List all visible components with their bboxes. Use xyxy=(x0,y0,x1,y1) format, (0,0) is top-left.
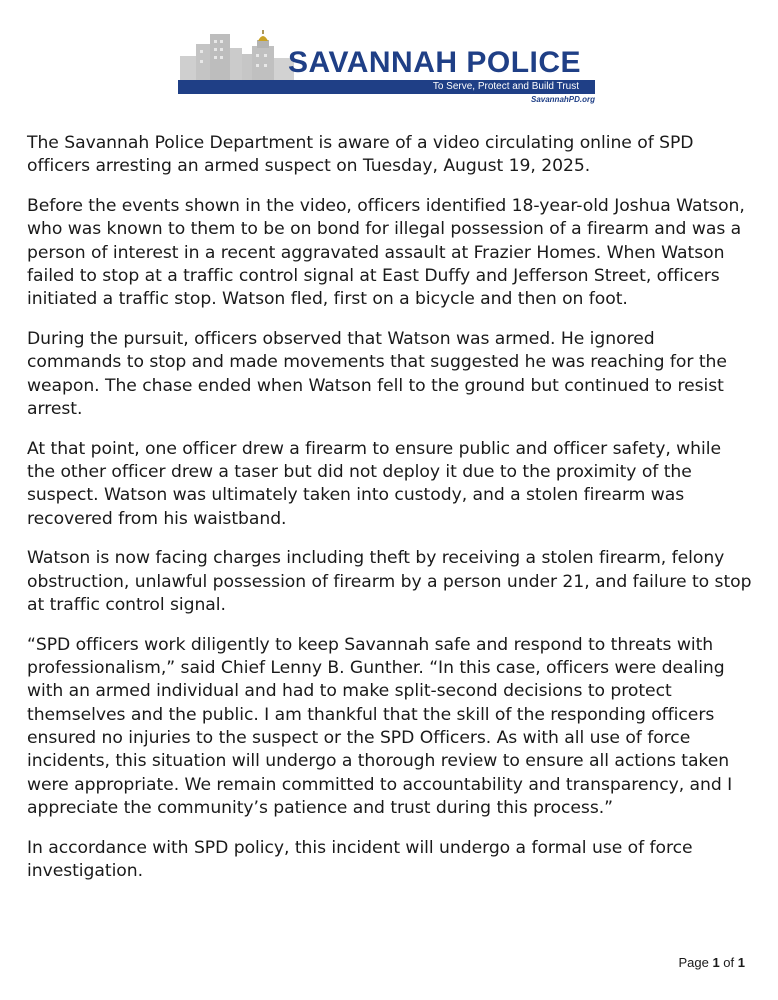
agency-name: SAVANNAH POLICE xyxy=(288,46,582,79)
current-page: 1 xyxy=(712,955,720,970)
statement-paragraph: In accordance with SPD policy, this incident will undergo a formal use of force investigation. xyxy=(27,837,693,882)
city-hall-base xyxy=(257,40,269,48)
statement-paragraph: The Savannah Police Department is aware of a video circulating online of SPD officers arresting an armed suspect on Tuesday, August 19, 2025. xyxy=(27,133,694,177)
statement-paragraph: Watson is now facing charges including theft by receiving a stolen firearm, felony obstruction, unlawful possession of firearm by a person under 21, and failure to stop at traffic control signal. xyxy=(27,548,752,616)
page-number xyxy=(678,955,745,971)
agency-tagline: To Serve, Protect and Build Trust xyxy=(432,81,579,92)
skyline-building xyxy=(180,56,196,82)
city-hall-spire xyxy=(262,30,263,34)
page-label: Page xyxy=(678,955,709,970)
statement-paragraph: Before the events shown in the video, officers identified 18-year-old Joshua Watson, who was known to them to be on bond for illegal possession of a firearm and was a person of interest in a recent aggravated assault at Frazier Homes. When Watson failed to stop at a traffic control signal at East Duffy and Jefferson Street, officers initiated a traffic stop. Watson fled, first on a bicycle and then on foot. xyxy=(27,196,745,310)
tagline-bar xyxy=(178,80,595,94)
of-label: of xyxy=(723,955,735,970)
statement-paragraph: “SPD officers work diligently to keep Savannah safe and respond to threats with professionalism,” said Chief Lenny B. Gunther. “In this case, officers were dealing with an armed individual and had to make split-second decisions to protect themselves and the public. I am thankful that the skill of the responding officers ensured no injuries to the suspect or the SPD Officers. As with all use of force incidents, this situation will undergo a thorough review to ensure all actions taken were appropriate. We remain committed to accountability and transparency, and I appreciate the community’s patience and trust during this process.” xyxy=(27,634,733,818)
statement-body xyxy=(27,132,752,900)
total-pages: 1 xyxy=(737,955,745,970)
city-hall-dome xyxy=(258,36,268,41)
skyline-building xyxy=(252,46,274,82)
skyline-building xyxy=(230,48,242,82)
agency-website: SavannahPD.org xyxy=(530,95,595,104)
letterhead xyxy=(178,30,603,110)
statement-paragraph: During the pursuit, officers observed that Watson was armed. He ignored commands to stop and made movements that suggested he was reaching for the weapon. The chase ended when Watson fell to the ground but continued to resist arrest. xyxy=(27,329,727,419)
skyline-building xyxy=(242,54,252,82)
statement-paragraph: At that point, one officer drew a firearm to ensure public and officer safety, while the other officer drew a taser but did not deploy it due to the proximity of the suspect. Watson was ultimately taken into custody, and a stolen firearm was recovered from his waistband. xyxy=(27,438,721,529)
